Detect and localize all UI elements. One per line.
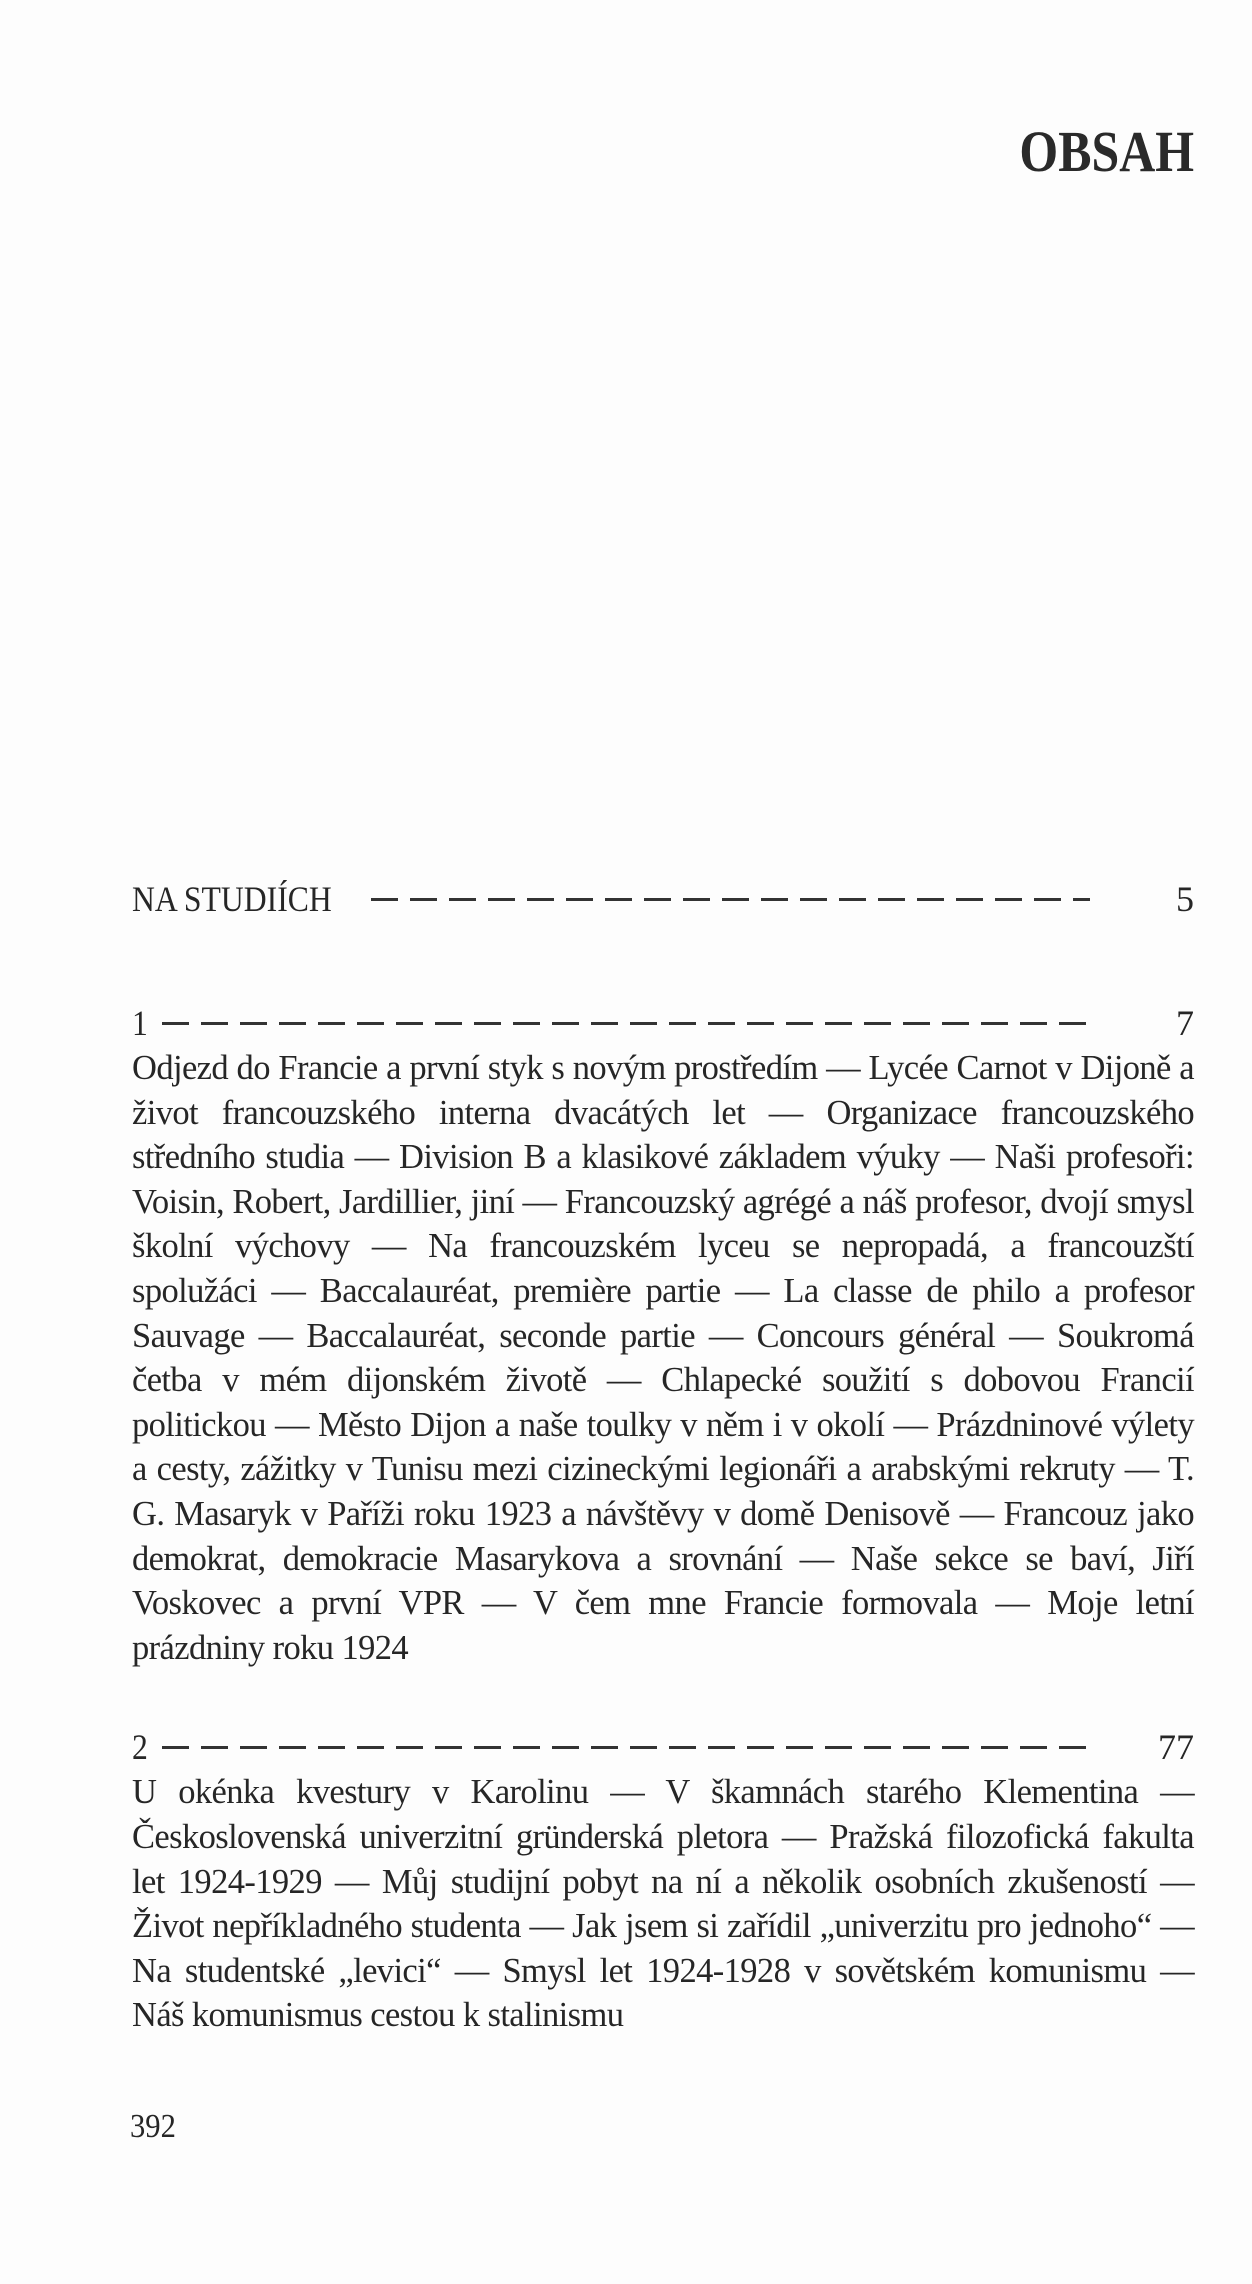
dash-leader [162,1746,1088,1749]
chapter-summary: U okénka kvestury v Karolinu — V škamnách starého Klementina — Československá univerzitní gründerská pletora — Pražská filozofická fakulta let 1924-1929 — Můj studijní pobyt na ní a několik osobních zkušeností — Život nepříkladného studenta — Jak jsem si zařídil „univerzitu pro jednoho“ — Na studentské „levici“ — Smysl let 1924-1928 v sovětském komunismu — Náš komunismus cestou k stalinismu [132,1773,1194,2035]
table-of-contents [132,876,1194,2092]
toc-chapter-number: 2 [132,1727,148,1768]
toc-page-number: 77 [1158,1727,1194,1768]
toc-page-number: 5 [1176,879,1194,919]
toc-chapter [132,1724,1194,2038]
page-number: 392 [130,2108,176,2145]
toc-chapter-number: 1 [132,1003,148,1043]
dash-leader [371,898,1090,901]
chapter-summary: Odjezd do Francie a první styk s novým prostředím — Lycée Carnot v Dijoně a život francouzského interna dvacátých let — Organizace francouzského středního studia — Division B a klasikové základem výuky — Naši profesoři: Voisin, Robert, Jardillier, jiní — Francouzský agrégé a náš profesor, dvojí smysl školní výchovy — Na francouzském lyceu se nepropadá, a francouzští spolužáci — Baccalauréat, première partie — La classe de philo a profesor Sauvage — Baccalauréat, seconde partie — Concours général — Soukromá četba v mém dijonském životě — Chlapecké soužití s dobovou Francií politickou — Město Dijon a naše toulky v něm i v okolí — Prázdninové výlety a cesty, zážitky v Tunisu mezi cizineckými legionáři a arabskými rekruty — T. G. Masaryk v Paříži roku 1923 a návštěvy v domě Denisově — Francouz jako demokrat, demokracie Masarykova a srovnání — Naše sekce se baví, Jiří Voskovec a první VPR — V čem mne Francie formovala — Moje letní prázdniny roku 1924 [132,1049,1194,1667]
page-title: OBSAH [1019,119,1194,184]
toc-entry-chapter[interactable] [132,1724,1194,1770]
toc-part-title: NA STUDIÍCH [132,879,332,919]
toc-entry-part[interactable] [132,876,1194,922]
toc-chapter [132,1000,1194,1670]
toc-page-number: 7 [1176,1003,1194,1043]
toc-entry-chapter[interactable] [132,1000,1194,1046]
dash-leader [162,1022,1090,1025]
